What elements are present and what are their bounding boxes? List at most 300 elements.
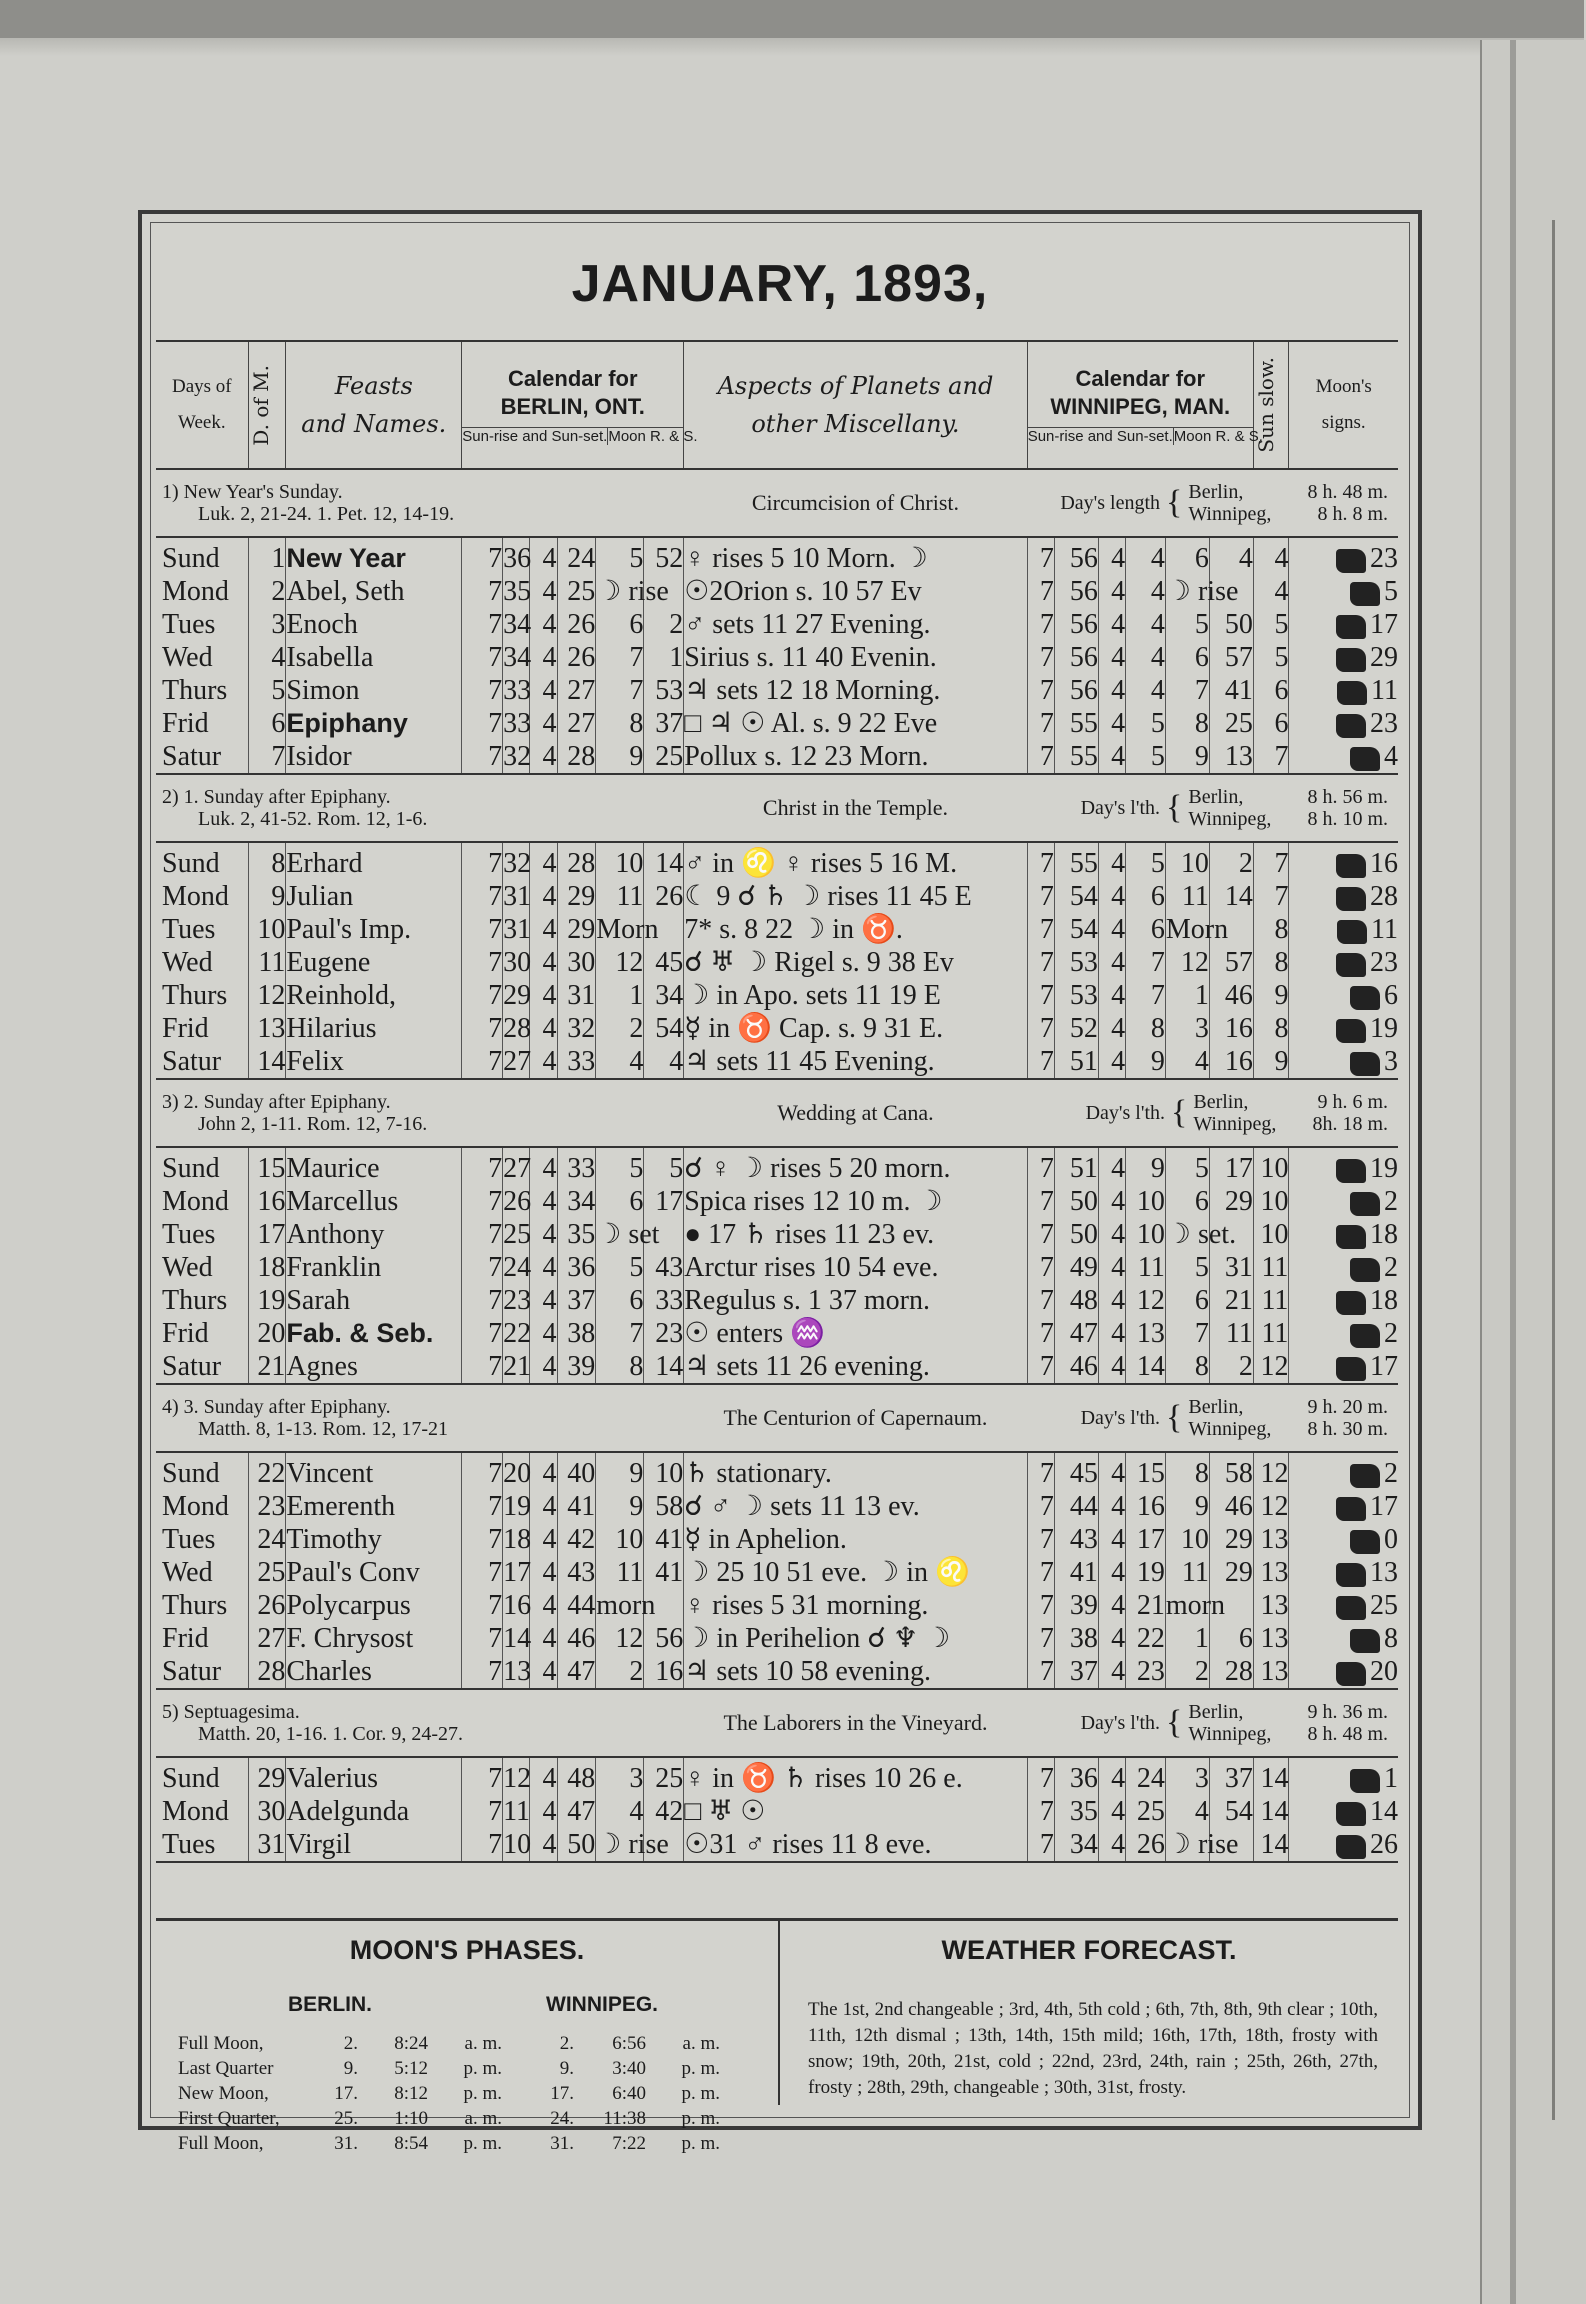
winnipeg-sunrise-hour: 7 xyxy=(1027,1490,1054,1523)
feast-name: Simon xyxy=(286,674,462,707)
berlin-sunset-hour: 4 xyxy=(530,537,557,575)
berlin-sunset-hour: 4 xyxy=(530,1317,557,1350)
sun-slow-minutes: 4 xyxy=(1253,575,1289,608)
sun-slow-minutes: 13 xyxy=(1253,1622,1289,1655)
aspect-text: Sirius s. 11 40 Evenin. xyxy=(684,641,1027,674)
berlin-daylength: 9 h. 20 m. xyxy=(1307,1396,1388,1418)
berlin-label: Berlin, xyxy=(1188,1396,1244,1418)
berlin-sunset-min: 35 xyxy=(557,1218,596,1251)
berlin-sunrise-hour: 7 xyxy=(462,1757,503,1795)
moon-phase-row xyxy=(178,2106,720,2131)
berlin-sunset-min: 24 xyxy=(557,537,596,575)
day-row xyxy=(156,1828,1398,1862)
header-winnipeg: Calendar for WINNIPEG, MAN. Sun-rise and Sun-set. Moon R. & S. xyxy=(1027,341,1253,469)
day-of-month: 4 xyxy=(248,641,286,674)
winnipeg-sunrise-hour: 7 xyxy=(1027,1556,1054,1589)
berlin-moon-hour: 8 xyxy=(596,1350,644,1384)
berlin-moon-hour: 1 xyxy=(596,979,644,1012)
header-dom: D. of M. xyxy=(248,341,286,469)
berlin-label: Berlin, xyxy=(1188,786,1244,808)
winnipeg-sunrise-min: 55 xyxy=(1054,842,1098,880)
berlin-sunrise-min: 12 xyxy=(503,1757,530,1795)
scan-shadow xyxy=(0,38,1584,56)
winnipeg-moon-hour: 6 xyxy=(1165,1185,1209,1218)
moon-sign-cell xyxy=(1289,1218,1398,1251)
winnipeg-moon-hour: ☽ set. xyxy=(1165,1219,1237,1250)
berlin-moon-min: 5 xyxy=(644,1147,684,1185)
header-days: Days of Week. xyxy=(156,341,248,469)
zodiac-sign-icon xyxy=(1336,615,1366,639)
winnipeg-sunrise-min: 55 xyxy=(1054,740,1098,774)
sun-slow-minutes: 11 xyxy=(1253,1284,1289,1317)
berlin-moon-min: 43 xyxy=(644,1251,684,1284)
winnipeg-sunset-min: 16 xyxy=(1126,1490,1166,1523)
moon-sign-cell xyxy=(1289,1589,1398,1622)
sun-slow-minutes: 8 xyxy=(1253,913,1289,946)
weekday: Satur xyxy=(156,740,248,774)
winnipeg-sunrise-hour: 7 xyxy=(1027,979,1054,1012)
berlin-ampm: p. m. xyxy=(463,2133,502,2154)
berlin-sunrise-hour: 7 xyxy=(462,1185,503,1218)
winnipeg-time: 3:40 xyxy=(612,2058,646,2079)
winnipeg-ampm: a. m. xyxy=(682,2033,720,2054)
sun-slow-minutes: 10 xyxy=(1253,1147,1289,1185)
winnipeg-sunset-hour: 4 xyxy=(1098,575,1125,608)
berlin-sunrise-hour: 7 xyxy=(462,1452,503,1490)
day-row xyxy=(156,1185,1398,1218)
berlin-sunset-min: 32 xyxy=(557,1012,596,1045)
winnipeg-sunset-hour: 4 xyxy=(1098,1284,1125,1317)
berlin-sunrise-hour: 7 xyxy=(462,1589,503,1622)
moon-sign-degree: 0 xyxy=(1384,1524,1398,1555)
berlin-sunset-min: 37 xyxy=(557,1284,596,1317)
berlin-daylength: 9 h. 36 m. xyxy=(1307,1701,1388,1723)
winnipeg-sunrise-hour: 7 xyxy=(1027,1012,1054,1045)
weekday: Frid xyxy=(162,1623,209,1654)
weekday: Wed xyxy=(162,1252,213,1283)
winnipeg-sunset-min: 5 xyxy=(1126,740,1166,774)
week-daylength xyxy=(1027,1689,1398,1757)
berlin-sunset-hour: 4 xyxy=(530,842,557,880)
winnipeg-sunrise-min: 55 xyxy=(1054,707,1098,740)
berlin-moon-min: 14 xyxy=(644,842,684,880)
berlin-time: 8:54 xyxy=(394,2133,428,2154)
winnipeg-sunset-min: 14 xyxy=(1126,1350,1166,1384)
moon-sign-cell xyxy=(1289,537,1398,575)
winnipeg-sunset-hour: 4 xyxy=(1098,1350,1125,1384)
header-berlin: Calendar for BERLIN, ONT. Sun-rise and Sun-set. Moon R. & S. xyxy=(462,341,684,469)
day-row xyxy=(156,1350,1398,1384)
weekday: Wed xyxy=(162,642,213,673)
moon-sign-cell xyxy=(1289,1185,1398,1218)
week-sunday-name: 1) New Year's Sunday. xyxy=(162,481,343,503)
winnipeg-daylength: 8 h. 30 m. xyxy=(1307,1418,1388,1440)
moon-sign-cell xyxy=(1289,1147,1398,1185)
winnipeg-moon-min: 4 xyxy=(1209,537,1253,575)
aspect-text: Regulus s. 1 37 morn. xyxy=(684,1284,1027,1317)
berlin-sunrise-hour: 7 xyxy=(462,1147,503,1185)
zodiac-sign-icon xyxy=(1350,1324,1380,1348)
berlin-sunrise-min: 23 xyxy=(503,1285,532,1316)
zodiac-sign-icon xyxy=(1336,1497,1366,1521)
berlin-sunset-min: 44 xyxy=(557,1589,596,1622)
berlin-moon-min: 42 xyxy=(644,1795,684,1828)
day-row xyxy=(156,1523,1398,1556)
feast-name: Erhard xyxy=(286,842,462,880)
berlin-sunrise-hour: 7 xyxy=(462,1251,503,1284)
moon-sign-cell xyxy=(1289,880,1398,913)
winnipeg-sunset-min: 24 xyxy=(1126,1757,1166,1795)
sun-slow-minutes: 7 xyxy=(1253,842,1289,880)
winnipeg-sunset-hour: 4 xyxy=(1098,1147,1125,1185)
moon-sign-degree: 2 xyxy=(1384,1186,1398,1217)
winnipeg-moon-hour: 9 xyxy=(1165,1490,1209,1523)
winnipeg-sunrise-hour: 7 xyxy=(1027,1622,1054,1655)
week-daylength xyxy=(1027,1384,1398,1452)
winnipeg-sunrise-hour: 7 xyxy=(1027,1452,1054,1490)
berlin-sunrise-min: 33 xyxy=(503,708,532,739)
berlin-sunset-hour: 4 xyxy=(530,880,557,913)
sun-slow-minutes: 4 xyxy=(1253,537,1289,575)
moon-sign-degree: 25 xyxy=(1370,1590,1398,1621)
moon-sign-cell xyxy=(1289,946,1398,979)
winnipeg-moon-hour: 10 xyxy=(1165,842,1209,880)
winnipeg-moon-hour: Morn xyxy=(1165,914,1229,945)
winnipeg-sunrise-hour: 7 xyxy=(1027,946,1054,979)
berlin-sunset-min: 30 xyxy=(557,946,596,979)
winnipeg-moon-hour: 6 xyxy=(1165,537,1209,575)
week-readings: Luk. 2, 41-52. Rom. 12, 1-6. xyxy=(198,808,428,830)
winnipeg-moon-min: 29 xyxy=(1209,1556,1253,1589)
weather-text: The 1st, 2nd changeable ; 3rd, 4th, 5th cold ; 6th, 7th, 8th, 9th clear ; 10th, 11th, 12th dismal ; 13th, 14th, 15th mild; 16th, 17th, 18th, frosty with snow; 19th, 20th, 21st, cold ; 22nd, 23rd, 24th, rain ; 25th, 26th, 27th, frosty ; 28th, 29th, changeable ; 30th, 31st, frosty. xyxy=(808,1999,1378,2098)
winnipeg-moon-hour: 5 xyxy=(1165,608,1209,641)
day-of-month: 9 xyxy=(248,880,286,913)
winnipeg-sunset-hour: 4 xyxy=(1098,1589,1125,1622)
weekday: Frid xyxy=(162,1013,209,1044)
week-gospel: Circumcision of Christ. xyxy=(684,469,1027,537)
winnipeg-ampm: p. m. xyxy=(681,2133,720,2154)
sun-slow-minutes: 6 xyxy=(1253,674,1289,707)
winnipeg-ampm: p. m. xyxy=(681,2108,720,2129)
week-gospel: The Centurion of Capernaum. xyxy=(684,1384,1027,1452)
berlin-moon-min: 54 xyxy=(644,1012,684,1045)
berlin-sunrise-min: 24 xyxy=(503,1252,532,1283)
sun-slow-minutes: 10 xyxy=(1253,1185,1289,1218)
weekday: Satur xyxy=(156,1655,248,1689)
aspect-text: □ ♅ ☉ xyxy=(684,1795,1027,1828)
berlin-moon-min: 25 xyxy=(644,1757,684,1795)
weekday: Frid xyxy=(162,708,209,739)
sun-slow-minutes: 11 xyxy=(1253,1317,1289,1350)
feast-name: Paul's Imp. xyxy=(286,913,462,946)
moon-sign-cell xyxy=(1289,1317,1398,1350)
winnipeg-sunset-hour: 4 xyxy=(1098,1556,1125,1589)
weekday: Wed xyxy=(162,1557,213,1588)
aspect-text: ☾ 9 ☌ ♄ ☽ rises 11 45 E xyxy=(684,880,1027,913)
day-of-month: 6 xyxy=(248,707,286,740)
winnipeg-sunrise-min: 50 xyxy=(1054,1185,1098,1218)
calendar-page xyxy=(138,210,1422,2154)
berlin-sunset-min: 31 xyxy=(557,979,596,1012)
zodiac-sign-icon xyxy=(1337,681,1367,705)
berlin-time: 5:12 xyxy=(394,2058,428,2079)
winnipeg-moon-min: 6 xyxy=(1209,1622,1253,1655)
day-row xyxy=(156,1218,1398,1251)
day-row xyxy=(156,1589,1398,1622)
berlin-sunset-min: 26 xyxy=(557,608,596,641)
berlin-sunset-hour: 4 xyxy=(530,575,557,608)
feast-name: Timothy xyxy=(286,1523,462,1556)
aspect-text: ☽ in Apo. sets 11 19 E xyxy=(684,979,1027,1012)
berlin-sunset-min: 28 xyxy=(557,740,596,774)
berlin-moon-hour: 3 xyxy=(596,1757,644,1795)
berlin-moon-min: 25 xyxy=(644,740,684,774)
berlin-sunrise-hour: 7 xyxy=(462,1795,503,1828)
weekday: Thurs xyxy=(162,1285,228,1316)
moon-sign-cell xyxy=(1289,674,1398,707)
day-row xyxy=(156,575,1398,608)
sun-slow-minutes: 10 xyxy=(1253,1218,1289,1251)
feast-name: F. Chrysost xyxy=(286,1622,462,1655)
berlin-label: Berlin, xyxy=(1188,1701,1244,1723)
week-sunday-name: 3) 2. Sunday after Epiphany. xyxy=(162,1091,391,1113)
berlin-moon-min: 41 xyxy=(644,1556,684,1589)
winnipeg-sunrise-min: 52 xyxy=(1054,1012,1098,1045)
winnipeg-sunset-hour: 4 xyxy=(1098,842,1125,880)
sun-slow-minutes: 9 xyxy=(1253,1045,1289,1079)
sun-slow-minutes: 14 xyxy=(1253,1828,1289,1862)
aspect-text: ☉2Orion s. 10 57 Ev xyxy=(684,575,1027,608)
zodiac-sign-icon xyxy=(1336,1159,1366,1183)
day-of-month: 26 xyxy=(248,1589,286,1622)
day-of-month: 3 xyxy=(248,608,286,641)
weekday: Tues xyxy=(162,1524,216,1555)
day-of-month: 29 xyxy=(248,1757,286,1795)
winnipeg-sunrise-min: 51 xyxy=(1054,1147,1098,1185)
winnipeg-sunrise-min: 56 xyxy=(1054,537,1098,575)
winnipeg-sunrise-min: 35 xyxy=(1054,1795,1098,1828)
winnipeg-time: 7:22 xyxy=(612,2133,646,2154)
berlin-moon-min: 37 xyxy=(644,707,684,740)
feast-name: Epiphany xyxy=(286,707,462,740)
berlin-moon-min: 17 xyxy=(644,1185,684,1218)
winnipeg-sunrise-hour: 7 xyxy=(1027,537,1054,575)
winnipeg-sunrise-hour: 7 xyxy=(1027,674,1054,707)
berlin-sunset-hour: 4 xyxy=(530,979,557,1012)
berlin-heading: BERLIN. xyxy=(288,1993,372,2016)
zodiac-sign-icon xyxy=(1336,1596,1366,1620)
moon-sign-degree: 5 xyxy=(1384,576,1398,607)
winnipeg-sunset-min: 19 xyxy=(1126,1556,1166,1589)
weekday: Thurs xyxy=(162,1590,228,1621)
berlin-moon-hour: 10 xyxy=(596,1523,644,1556)
winnipeg-label: Winnipeg, xyxy=(1188,808,1272,830)
berlin-sunrise-hour: 7 xyxy=(462,674,503,707)
winnipeg-sunset-hour: 4 xyxy=(1098,1757,1125,1795)
berlin-sunset-min: 47 xyxy=(557,1655,596,1689)
winnipeg-moon-min: 46 xyxy=(1209,1490,1253,1523)
berlin-sunset-min: 46 xyxy=(557,1622,596,1655)
berlin-sunrise-min: 35 xyxy=(503,576,532,607)
winnipeg-sunset-min: 4 xyxy=(1126,641,1166,674)
berlin-sunrise-min: 34 xyxy=(503,609,532,640)
phase-name: New Moon, xyxy=(178,2083,269,2104)
moon-sign-cell xyxy=(1289,707,1398,740)
moon-sign-degree: 1 xyxy=(1384,1763,1398,1794)
sun-slow-minutes: 13 xyxy=(1253,1556,1289,1589)
winnipeg-sunrise-min: 54 xyxy=(1054,880,1098,913)
winnipeg-moon-min: 29 xyxy=(1209,1185,1253,1218)
winnipeg-sunset-hour: 4 xyxy=(1098,674,1125,707)
phase-name: Full Moon, xyxy=(178,2033,264,2054)
berlin-sunset-min: 40 xyxy=(557,1452,596,1490)
day-of-month: 2 xyxy=(248,575,286,608)
sun-slow-minutes: 5 xyxy=(1253,641,1289,674)
feast-name: Marcellus xyxy=(286,1185,462,1218)
berlin-sunrise-hour: 7 xyxy=(462,1655,503,1689)
winnipeg-sunset-hour: 4 xyxy=(1098,880,1125,913)
winnipeg-moon-min: 31 xyxy=(1209,1251,1253,1284)
feast-name: Paul's Conv xyxy=(286,1556,462,1589)
sun-slow-minutes: 13 xyxy=(1253,1523,1289,1556)
day-of-month: 5 xyxy=(248,674,286,707)
phase-name: Last Quarter xyxy=(178,2058,274,2079)
berlin-sunrise-min: 25 xyxy=(503,1219,532,1250)
table-header xyxy=(156,341,1398,469)
moon-sign-degree: 2 xyxy=(1384,1458,1398,1489)
winnipeg-moon-hour: 11 xyxy=(1165,1556,1209,1589)
day-of-month: 21 xyxy=(248,1350,286,1384)
winnipeg-sunrise-min: 56 xyxy=(1054,575,1098,608)
winnipeg-sunrise-hour: 7 xyxy=(1027,913,1054,946)
winnipeg-moon-hour: 2 xyxy=(1165,1655,1209,1689)
day-of-month: 28 xyxy=(248,1655,286,1689)
berlin-moon-min: 1 xyxy=(644,641,684,674)
weekday: Sund xyxy=(162,848,220,879)
sun-slow-minutes: 13 xyxy=(1253,1655,1289,1689)
berlin-sunset-min: 29 xyxy=(557,880,596,913)
winnipeg-sunset-hour: 4 xyxy=(1098,913,1125,946)
sun-slow-minutes: 14 xyxy=(1253,1757,1289,1795)
day-row xyxy=(156,946,1398,979)
zodiac-sign-icon xyxy=(1336,1802,1366,1826)
winnipeg-sunset-min: 5 xyxy=(1126,707,1166,740)
sun-slow-minutes: 13 xyxy=(1253,1589,1289,1622)
moon-sign-cell xyxy=(1289,1828,1398,1862)
berlin-sunrise-min: 11 xyxy=(503,1796,531,1827)
feast-name: Julian xyxy=(286,880,462,913)
moon-sign-cell xyxy=(1289,1045,1398,1079)
feast-name: Franklin xyxy=(286,1251,462,1284)
winnipeg-sunset-min: 4 xyxy=(1126,608,1166,641)
berlin-moon-hour: morn xyxy=(596,1590,656,1621)
calendar-table xyxy=(156,340,1398,1863)
sun-slow-minutes: 7 xyxy=(1253,740,1289,774)
berlin-moon-hour: 12 xyxy=(596,1622,644,1655)
berlin-sunrise-min: 32 xyxy=(503,741,532,772)
berlin-moon-hour: 9 xyxy=(596,1452,644,1490)
zodiac-sign-icon xyxy=(1350,1629,1380,1653)
feast-name: Isabella xyxy=(286,641,462,674)
berlin-sunrise-min: 21 xyxy=(503,1351,532,1382)
weekday: Tues xyxy=(156,1828,248,1862)
day-row xyxy=(156,1317,1398,1350)
winnipeg-sunrise-min: 47 xyxy=(1054,1317,1098,1350)
berlin-sunrise-hour: 7 xyxy=(462,913,503,946)
day-of-month: 15 xyxy=(248,1147,286,1185)
winnipeg-sunset-min: 21 xyxy=(1126,1589,1166,1622)
winnipeg-sunset-min: 8 xyxy=(1126,1012,1166,1045)
berlin-sunrise-min: 10 xyxy=(503,1829,532,1860)
berlin-moon-hour: 11 xyxy=(596,880,644,913)
winnipeg-sunset-hour: 4 xyxy=(1098,1045,1125,1079)
sun-slow-minutes: 8 xyxy=(1253,946,1289,979)
winnipeg-moon-hour: 1 xyxy=(1165,1622,1209,1655)
winnipeg-sunrise-min: 56 xyxy=(1054,641,1098,674)
winnipeg-sunset-hour: 4 xyxy=(1098,537,1125,575)
berlin-moon-hour: 10 xyxy=(596,842,644,880)
zodiac-sign-icon xyxy=(1336,1019,1366,1043)
moon-sign-cell xyxy=(1289,740,1398,774)
berlin-sunset-hour: 4 xyxy=(530,1795,557,1828)
winnipeg-moon-min: 28 xyxy=(1209,1655,1253,1689)
berlin-moon-min: 53 xyxy=(644,674,684,707)
winnipeg-moon-min: 14 xyxy=(1209,880,1253,913)
berlin-sunrise-min: 16 xyxy=(503,1590,532,1621)
day-of-month: 7 xyxy=(248,740,286,774)
aspect-text: ☿ in ♉ Cap. s. 9 31 E. xyxy=(684,1012,1027,1045)
winnipeg-sunset-min: 6 xyxy=(1126,880,1166,913)
moon-sign-degree: 19 xyxy=(1370,1013,1398,1044)
moon-sign-degree: 2 xyxy=(1384,1318,1398,1349)
zodiac-sign-icon xyxy=(1336,549,1366,573)
moon-phases-list xyxy=(178,2031,720,2156)
winnipeg-sunrise-min: 44 xyxy=(1054,1490,1098,1523)
winnipeg-moon-hour: 1 xyxy=(1165,979,1209,1012)
aspect-text: ☌ ♀ ☽ rises 5 20 morn. xyxy=(684,1147,1027,1185)
moon-sign-cell xyxy=(1289,575,1398,608)
weekday: Mond xyxy=(162,1186,229,1217)
berlin-sunset-hour: 4 xyxy=(530,1218,557,1251)
berlin-sunrise-hour: 7 xyxy=(462,1523,503,1556)
berlin-label: Berlin, xyxy=(1193,1091,1249,1113)
weekday: Tues xyxy=(162,609,216,640)
winnipeg-sunrise-min: 56 xyxy=(1054,674,1098,707)
week-gospel: The Laborers in the Vineyard. xyxy=(684,1689,1027,1757)
berlin-moon-hour: 5 xyxy=(596,537,644,575)
aspect-text: ♂ in ♌ ♀ rises 5 16 M. xyxy=(684,842,1027,880)
feast-name: Polycarpus xyxy=(286,1589,462,1622)
winnipeg-sunset-min: 7 xyxy=(1126,946,1166,979)
week-header-row xyxy=(156,1079,1398,1147)
day-row xyxy=(156,1556,1398,1589)
zodiac-sign-icon xyxy=(1350,1192,1380,1216)
berlin-sunset-hour: 4 xyxy=(530,707,557,740)
winnipeg-sunset-min: 10 xyxy=(1126,1185,1166,1218)
berlin-moon-hour: Morn xyxy=(596,914,659,945)
moon-sign-cell xyxy=(1289,1523,1398,1556)
sun-slow-minutes: 7 xyxy=(1253,880,1289,913)
berlin-ampm: a. m. xyxy=(464,2108,502,2129)
day-row xyxy=(156,1012,1398,1045)
moon-sign-degree: 23 xyxy=(1370,708,1398,739)
berlin-sunrise-min: 31 xyxy=(503,881,532,912)
berlin-sunset-min: 43 xyxy=(557,1556,596,1589)
winnipeg-sunset-min: 4 xyxy=(1126,674,1166,707)
berlin-daylength: 9 h. 6 m. xyxy=(1317,1091,1388,1113)
winnipeg-sunset-min: 22 xyxy=(1126,1622,1166,1655)
berlin-sunrise-hour: 7 xyxy=(462,880,503,913)
